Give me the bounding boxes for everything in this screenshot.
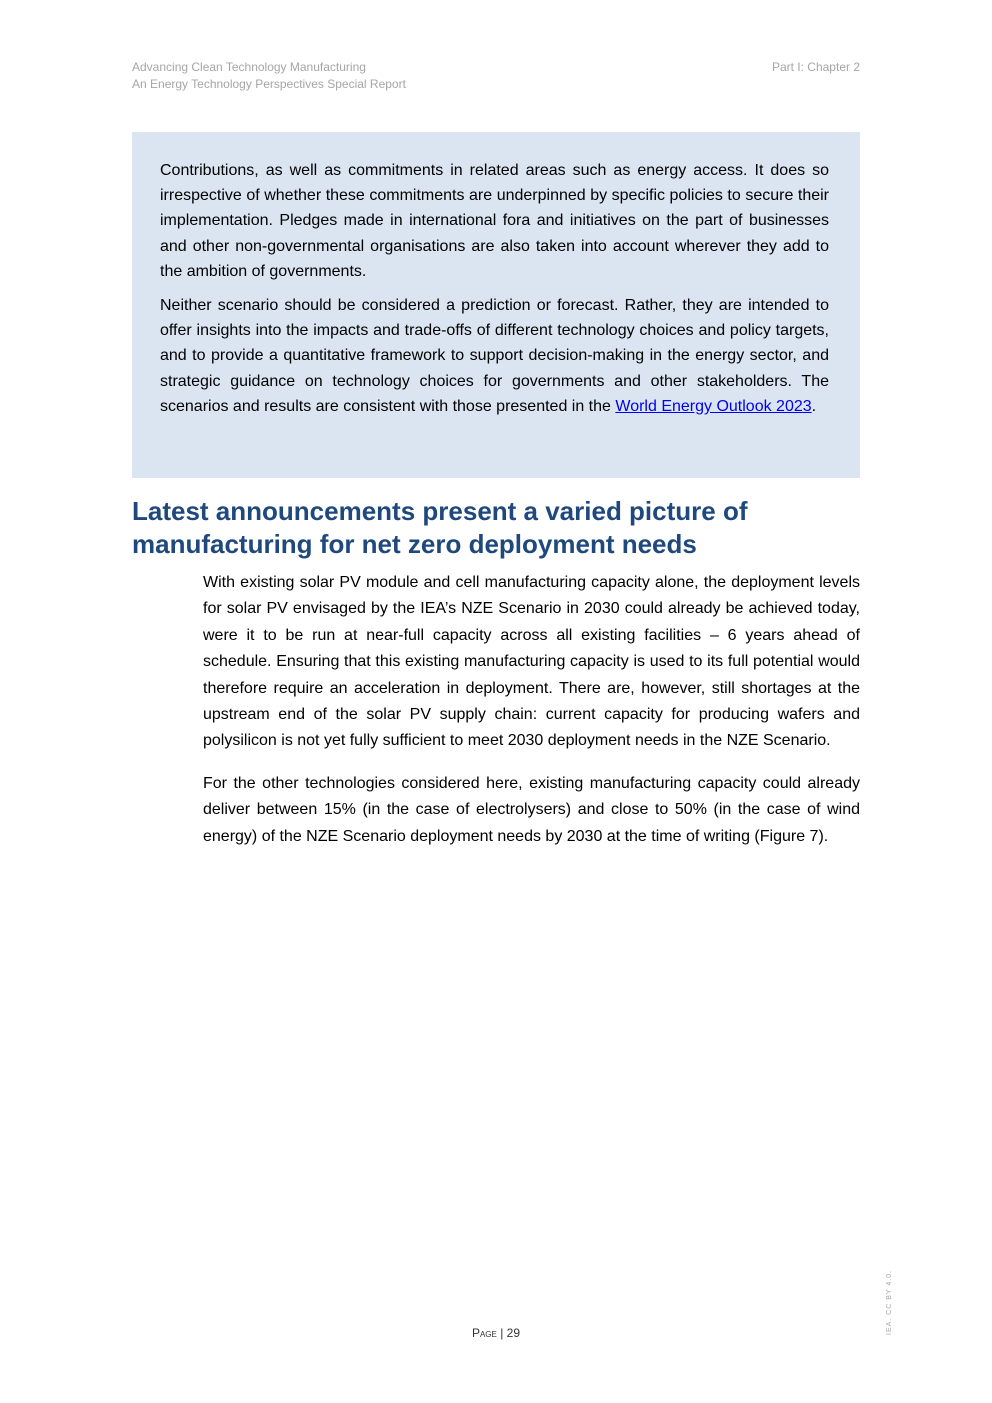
report-title: Advancing Clean Technology Manufacturing: [132, 60, 366, 74]
license-note: IEA. CC BY 4.0.: [886, 1269, 893, 1335]
body-paragraph-2: For the other technologies considered here, existing manufacturing capacity could already deliver between 15% (in the case of electrolysers) and close to 50% (in the case of wind energy) of the NZE Scenario deployment needs by 2030 at the time of writing (Figure 7).: [203, 774, 860, 845]
section-heading: Latest announcements present a varied picture of manufacturing for net zero deployment needs: [132, 496, 748, 559]
box-paragraph-2-text: Neither scenario should be considered a prediction or forecast. Rather, they are intended to offer insights into the impacts and trade-offs of different technology choices and policy targets, and to provide a quantitative framework to support decision-making in the energy sector, and strategic guidance on technology choices for governments and other stakeholders. The scenarios and results are consistent with those presented in the: [160, 297, 829, 415]
world-energy-outlook-link[interactable]: World Energy Outlook 2023: [615, 397, 812, 415]
box-paragraph-1: Contributions, as well as commitments in related areas such as energy access. It does so irrespective of whether these commitments are underpinned by specific policies to secure their implementation. Pledges made in international fora and initiatives on the part of businesses and other non-governmental organisations are also taken into account wherever they add to the ambition of governments.: [160, 162, 829, 280]
page-footer: [0, 1326, 992, 1340]
box-paragraph-2: [160, 293, 829, 419]
body-paragraph-1: With existing solar PV module and cell manufacturing capacity alone, the deployment levels for solar PV envisaged by the IEA’s NZE Scenario in 2030 could already be achieved today, were it to be run at near-full capacity across all existing facilities – 6 years ahead of schedule. Ensuring that this existing manufacturing capacity is used to its full potential would therefore require an acceleration in deployment. There are, however, still shortages at the upstream end of the solar PV supply chain: current capacity for producing wafers and polysilicon is not yet fully sufficient to meet 2030 deployment needs in the NZE Scenario.: [203, 574, 860, 750]
scenario-info-box: [132, 132, 860, 478]
running-header: [132, 59, 406, 93]
section-body: [203, 570, 860, 866]
page-number: 29: [506, 1326, 521, 1340]
page-separator: |: [496, 1326, 507, 1340]
box-paragraph-2-end: .: [811, 397, 817, 415]
chapter-label: Part I: Chapter 2: [771, 60, 860, 74]
report-subtitle: An Energy Technology Perspectives Special Report: [132, 77, 406, 91]
page-label: Page: [471, 1326, 497, 1340]
